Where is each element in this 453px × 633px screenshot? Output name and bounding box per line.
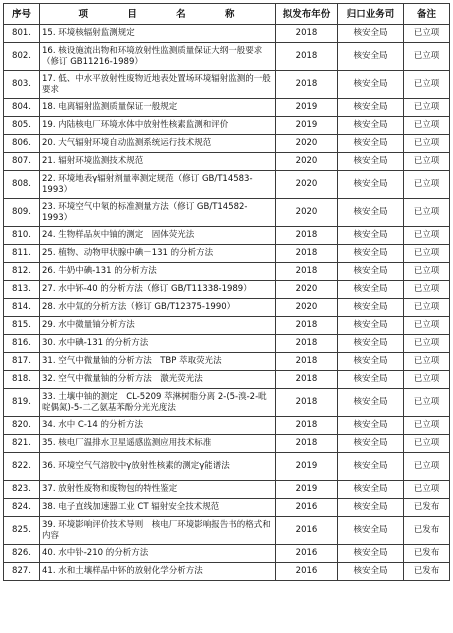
- table-row: [4, 281, 450, 299]
- row-seq-cell: 815.: [4, 317, 40, 335]
- row-year-cell: 2020: [276, 299, 338, 317]
- row-seq-cell: 818.: [4, 371, 40, 389]
- row-year-cell: 2016: [276, 517, 338, 545]
- row-name-cell: 25. 植物、动物甲状腺中碘－131 的分析方法: [40, 245, 276, 263]
- table-row: [4, 227, 450, 245]
- row-name-cell: 17. 低、中水平放射性废物近地表处置场环境辐射监测的一般要求: [40, 71, 276, 99]
- row-name-cell: 18. 电离辐射监测质量保证一般规定: [40, 99, 276, 117]
- table-row: [4, 171, 450, 199]
- row-dept-cell: 核安全局: [338, 417, 404, 435]
- table-row: [4, 371, 450, 389]
- row-note-cell: 已立项: [404, 99, 450, 117]
- row-dept-cell: 核安全局: [338, 117, 404, 135]
- row-dept-cell: 核安全局: [338, 317, 404, 335]
- row-name-cell: 26. 牛奶中碘-131 的分析方法: [40, 263, 276, 281]
- row-year-cell: 2020: [276, 153, 338, 171]
- row-year-cell: 2019: [276, 99, 338, 117]
- row-seq-cell: 801.: [4, 25, 40, 43]
- row-seq-cell: 824.: [4, 499, 40, 517]
- row-dept-cell: 核安全局: [338, 71, 404, 99]
- row-year-cell: 2018: [276, 371, 338, 389]
- col-header-name: 项 目 名 称: [40, 4, 276, 25]
- row-dept-cell: 核安全局: [338, 517, 404, 545]
- row-name-cell: 36. 环境空气气溶胶中γ放射性核素的测定γ能谱法: [40, 453, 276, 481]
- table-row: [4, 99, 450, 117]
- row-seq-cell: 827.: [4, 563, 40, 581]
- row-dept-cell: 核安全局: [338, 335, 404, 353]
- row-seq-cell: 820.: [4, 417, 40, 435]
- row-year-cell: 2020: [276, 171, 338, 199]
- row-seq-cell: 817.: [4, 353, 40, 371]
- table-row: [4, 417, 450, 435]
- row-seq-cell: 814.: [4, 299, 40, 317]
- row-year-cell: 2018: [276, 417, 338, 435]
- row-year-cell: 2019: [276, 117, 338, 135]
- row-seq-cell: 812.: [4, 263, 40, 281]
- row-year-cell: 2018: [276, 389, 338, 417]
- row-note-cell: 已发布: [404, 517, 450, 545]
- row-seq-cell: 819.: [4, 389, 40, 417]
- standards-table-container: [3, 3, 449, 581]
- row-dept-cell: 核安全局: [338, 499, 404, 517]
- row-year-cell: 2018: [276, 353, 338, 371]
- row-note-cell: 已立项: [404, 371, 450, 389]
- table-row: [4, 517, 450, 545]
- row-note-cell: 已立项: [404, 199, 450, 227]
- table-row: [4, 199, 450, 227]
- col-header-year: 拟发布年份: [276, 4, 338, 25]
- row-note-cell: 已立项: [404, 281, 450, 299]
- row-name-cell: 41. 水和土壤样品中钚的放射化学分析方法: [40, 563, 276, 581]
- row-dept-cell: 核安全局: [338, 389, 404, 417]
- row-note-cell: 已立项: [404, 389, 450, 417]
- col-header-note: 备注: [404, 4, 450, 25]
- row-year-cell: 2018: [276, 335, 338, 353]
- table-row: [4, 353, 450, 371]
- table-row: [4, 153, 450, 171]
- table-row: [4, 245, 450, 263]
- row-dept-cell: 核安全局: [338, 263, 404, 281]
- row-name-cell: 22. 环境地表γ辐射剂量率测定规范（修订 GB/T14583-1993）: [40, 171, 276, 199]
- row-dept-cell: 核安全局: [338, 299, 404, 317]
- row-name-cell: 37. 放射性废物和废物包的特性鉴定: [40, 481, 276, 499]
- row-seq-cell: 810.: [4, 227, 40, 245]
- row-seq-cell: 803.: [4, 71, 40, 99]
- row-seq-cell: 816.: [4, 335, 40, 353]
- row-note-cell: 已发布: [404, 499, 450, 517]
- row-name-cell: 35. 核电厂温排水卫星遥感监测应用技术标准: [40, 435, 276, 453]
- table-row: [4, 25, 450, 43]
- row-name-cell: 32. 空气中微量铀的分析方法 激光荧光法: [40, 371, 276, 389]
- table-row: [4, 481, 450, 499]
- row-year-cell: 2018: [276, 263, 338, 281]
- header-row: [4, 4, 450, 25]
- row-dept-cell: 核安全局: [338, 227, 404, 245]
- row-name-cell: 15. 环境核辐射监测规定: [40, 25, 276, 43]
- row-note-cell: 已立项: [404, 153, 450, 171]
- row-year-cell: 2018: [276, 435, 338, 453]
- row-year-cell: 2018: [276, 43, 338, 71]
- row-note-cell: 已立项: [404, 171, 450, 199]
- row-seq-cell: 809.: [4, 199, 40, 227]
- standards-table: [3, 3, 450, 581]
- row-year-cell: 2018: [276, 227, 338, 245]
- row-seq-cell: 811.: [4, 245, 40, 263]
- row-name-cell: 39. 环境影响评价技术导则 核电厂环境影响报告书的格式和内容: [40, 517, 276, 545]
- row-dept-cell: 核安全局: [338, 245, 404, 263]
- table-row: [4, 499, 450, 517]
- row-name-cell: 28. 水中氚的分析方法（修订 GB/T12375-1990）: [40, 299, 276, 317]
- row-year-cell: 2016: [276, 563, 338, 581]
- table-row: [4, 317, 450, 335]
- row-name-cell: 33. 土壤中铀的测定 CL-5209 萃淋树脂分离 2-(5-溴-2-吡啶偶氮)-5-二乙氨基苯酚分光光度法: [40, 389, 276, 417]
- table-row: [4, 335, 450, 353]
- row-year-cell: 2019: [276, 453, 338, 481]
- row-seq-cell: 821.: [4, 435, 40, 453]
- row-note-cell: 已发布: [404, 545, 450, 563]
- row-name-cell: 23. 环境空气中氡的标准测量方法（修订 GB/T14582-1993）: [40, 199, 276, 227]
- row-name-cell: 19. 内陆核电厂环境水体中放射性核素监测和评价: [40, 117, 276, 135]
- col-header-dept: 归口业务司: [338, 4, 404, 25]
- table-row: [4, 299, 450, 317]
- col-header-seq: 序号: [4, 4, 40, 25]
- row-dept-cell: 核安全局: [338, 99, 404, 117]
- row-note-cell: 已立项: [404, 245, 450, 263]
- row-dept-cell: 核安全局: [338, 435, 404, 453]
- row-seq-cell: 825.: [4, 517, 40, 545]
- row-dept-cell: 核安全局: [338, 171, 404, 199]
- table-row: [4, 453, 450, 481]
- row-seq-cell: 805.: [4, 117, 40, 135]
- row-note-cell: 已立项: [404, 435, 450, 453]
- row-year-cell: 2019: [276, 481, 338, 499]
- row-note-cell: 已发布: [404, 563, 450, 581]
- row-dept-cell: 核安全局: [338, 545, 404, 563]
- row-dept-cell: 核安全局: [338, 43, 404, 71]
- row-name-cell: 38. 电子直线加速器工业 CT 辐射安全技术规范: [40, 499, 276, 517]
- row-name-cell: 21. 辐射环境监测技术规范: [40, 153, 276, 171]
- row-seq-cell: 826.: [4, 545, 40, 563]
- row-note-cell: 已立项: [404, 417, 450, 435]
- row-year-cell: 2020: [276, 199, 338, 227]
- row-dept-cell: 核安全局: [338, 563, 404, 581]
- table-row: [4, 545, 450, 563]
- row-note-cell: 已立项: [404, 353, 450, 371]
- row-seq-cell: 804.: [4, 99, 40, 117]
- row-name-cell: 27. 水中钚-40 的分析方法（修订 GB/T11338-1989）: [40, 281, 276, 299]
- row-dept-cell: 核安全局: [338, 353, 404, 371]
- row-dept-cell: 核安全局: [338, 199, 404, 227]
- row-note-cell: 已立项: [404, 299, 450, 317]
- row-seq-cell: 806.: [4, 135, 40, 153]
- row-note-cell: 已立项: [404, 71, 450, 99]
- row-dept-cell: 核安全局: [338, 481, 404, 499]
- row-year-cell: 2020: [276, 135, 338, 153]
- row-year-cell: 2020: [276, 281, 338, 299]
- table-row: [4, 389, 450, 417]
- row-note-cell: 已立项: [404, 263, 450, 281]
- table-row: [4, 71, 450, 99]
- row-name-cell: 40. 水中钋-210 的分析方法: [40, 545, 276, 563]
- row-name-cell: 30. 水中碘-131 的分析方法: [40, 335, 276, 353]
- table-row: [4, 563, 450, 581]
- row-name-cell: 24. 生物样品灰中铀的测定 固体荧光法: [40, 227, 276, 245]
- row-note-cell: 已立项: [404, 227, 450, 245]
- table-row: [4, 435, 450, 453]
- row-name-cell: 31. 空气中微量铀的分析方法 TBP 萃取荧光法: [40, 353, 276, 371]
- row-dept-cell: 核安全局: [338, 453, 404, 481]
- row-name-cell: 29. 水中微量铀分析方法: [40, 317, 276, 335]
- row-seq-cell: 808.: [4, 171, 40, 199]
- row-note-cell: 已立项: [404, 335, 450, 353]
- row-dept-cell: 核安全局: [338, 153, 404, 171]
- row-year-cell: 2018: [276, 25, 338, 43]
- row-note-cell: 已立项: [404, 25, 450, 43]
- row-note-cell: 已立项: [404, 481, 450, 499]
- row-seq-cell: 813.: [4, 281, 40, 299]
- row-year-cell: 2016: [276, 545, 338, 563]
- row-dept-cell: 核安全局: [338, 25, 404, 43]
- row-note-cell: 已立项: [404, 453, 450, 481]
- row-seq-cell: 823.: [4, 481, 40, 499]
- row-name-cell: 34. 水中 C-14 的分析方法: [40, 417, 276, 435]
- row-seq-cell: 822.: [4, 453, 40, 481]
- row-seq-cell: 807.: [4, 153, 40, 171]
- row-dept-cell: 核安全局: [338, 281, 404, 299]
- row-note-cell: 已立项: [404, 117, 450, 135]
- row-note-cell: 已立项: [404, 317, 450, 335]
- table-row: [4, 43, 450, 71]
- row-name-cell: 16. 核设施流出物和环境放射性监测质量保证大纲一般要求（修订 GB11216-1989）: [40, 43, 276, 71]
- row-year-cell: 2018: [276, 317, 338, 335]
- table-row: [4, 263, 450, 281]
- table-row: [4, 135, 450, 153]
- row-dept-cell: 核安全局: [338, 371, 404, 389]
- row-year-cell: 2018: [276, 71, 338, 99]
- row-name-cell: 20. 大气辐射环境自动监测系统运行技术规范: [40, 135, 276, 153]
- row-note-cell: 已立项: [404, 135, 450, 153]
- row-year-cell: 2018: [276, 245, 338, 263]
- row-dept-cell: 核安全局: [338, 135, 404, 153]
- row-note-cell: 已立项: [404, 43, 450, 71]
- table-row: [4, 117, 450, 135]
- row-year-cell: 2016: [276, 499, 338, 517]
- row-seq-cell: 802.: [4, 43, 40, 71]
